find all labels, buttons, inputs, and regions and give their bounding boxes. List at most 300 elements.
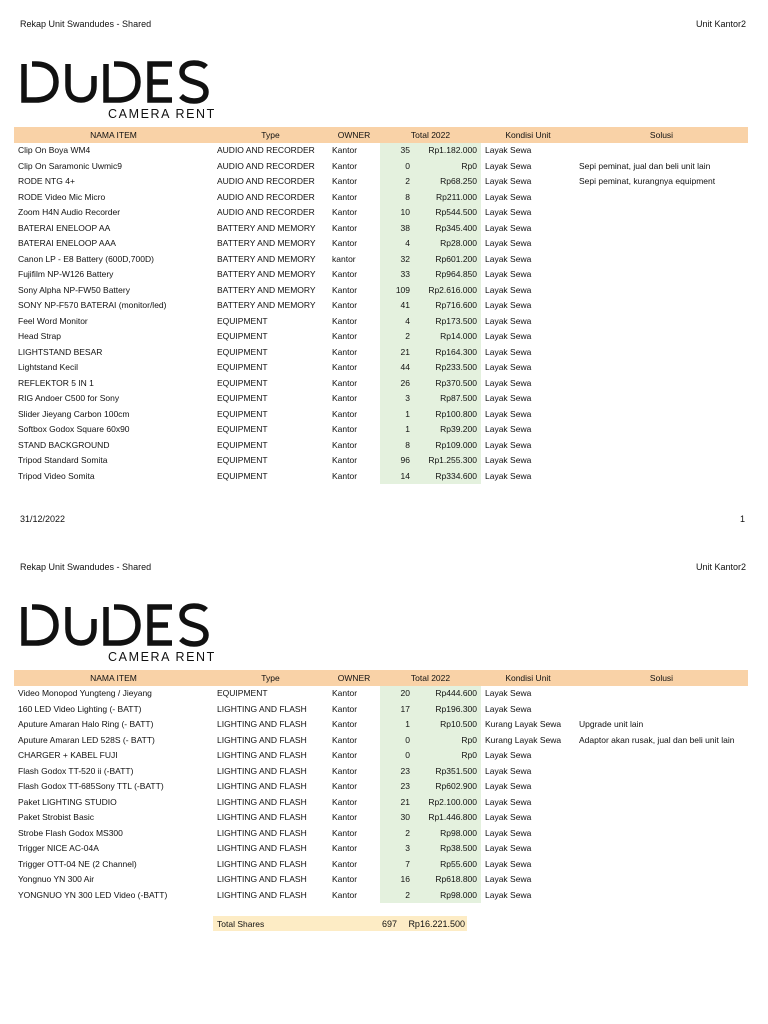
table-row <box>14 344 748 360</box>
item-solusi <box>575 887 748 903</box>
col-kondisi-unit: Kondisi Unit <box>481 670 575 686</box>
table-row <box>14 251 748 267</box>
item-qty: 17 <box>380 701 414 717</box>
item-owner: Kantor <box>332 377 358 388</box>
table-row <box>14 298 748 314</box>
item-solusi <box>575 422 748 438</box>
table-row <box>14 437 748 453</box>
col-total-2022: Total 2022 <box>380 127 481 143</box>
table-row <box>14 810 748 826</box>
table-row <box>14 406 748 422</box>
item-solusi <box>575 282 748 298</box>
item-owner: Kantor <box>332 812 358 823</box>
item-qty: 21 <box>380 344 414 360</box>
item-solusi <box>575 763 748 779</box>
item-qty: 7 <box>380 856 414 872</box>
item-owner: Kantor <box>332 284 358 295</box>
col-kondisi-unit: Kondisi Unit <box>481 127 575 143</box>
item-type: EQUIPMENT <box>217 346 268 357</box>
item-name: Trigger NICE AC-04A <box>18 843 99 854</box>
item-name: CHARGER + KABEL FUJI <box>18 750 118 761</box>
item-total: Rp601.200 <box>414 251 481 267</box>
item-kondisi: Layak Sewa <box>485 858 532 869</box>
table-row <box>14 887 748 903</box>
item-type: LIGHTING AND FLASH <box>217 750 307 761</box>
col-nama-item: NAMA ITEM <box>14 127 213 143</box>
table-row <box>14 375 748 391</box>
item-type: BATTERY AND MEMORY <box>217 222 316 233</box>
item-name: Softbox Godox Square 60x90 <box>18 424 130 435</box>
item-solusi: Adaptor akan rusak, jual dan beli unit lain <box>579 734 735 745</box>
item-name: RIG Andoer C500 for Sony <box>18 393 120 404</box>
item-qty: 14 <box>380 468 414 484</box>
col-owner: OWNER <box>328 670 380 686</box>
item-type: EQUIPMENT <box>217 362 268 373</box>
item-owner: Kantor <box>332 191 358 202</box>
item-kondisi: Kurang Layak Sewa <box>485 719 562 730</box>
item-kondisi: Layak Sewa <box>485 393 532 404</box>
item-total: Rp0 <box>414 748 481 764</box>
item-name: YONGNUO YN 300 LED Video (-BATT) <box>18 889 168 900</box>
item-kondisi: Layak Sewa <box>485 346 532 357</box>
item-type: LIGHTING AND FLASH <box>217 796 307 807</box>
item-qty: 4 <box>380 313 414 329</box>
item-name: Canon LP - E8 Battery (600D,700D) <box>18 253 154 264</box>
item-type: LIGHTING AND FLASH <box>217 719 307 730</box>
table-row <box>14 360 748 376</box>
table-header-row <box>14 670 748 686</box>
item-name: Tripod Standard Somita <box>18 455 108 466</box>
item-qty: 8 <box>380 437 414 453</box>
item-solusi <box>575 453 748 469</box>
item-kondisi: Layak Sewa <box>485 269 532 280</box>
item-qty: 8 <box>380 189 414 205</box>
item-kondisi: Layak Sewa <box>485 781 532 792</box>
item-name: Flash Godox TT-520 ii (-BATT) <box>18 765 134 776</box>
item-name: BATERAI ENELOOP AAA <box>18 238 116 249</box>
item-owner: Kantor <box>332 300 358 311</box>
report-title: Rekap Unit Swandudes - Shared <box>20 19 152 29</box>
item-type: LIGHTING AND FLASH <box>217 858 307 869</box>
item-owner: Kantor <box>332 734 358 745</box>
item-owner: Kantor <box>332 688 358 699</box>
item-type: LIGHTING AND FLASH <box>217 765 307 776</box>
item-name: Fujifilm NP-W126 Battery <box>18 269 114 280</box>
item-solusi: Upgrade unit lain <box>579 719 644 730</box>
item-type: AUDIO AND RECORDER <box>217 207 315 218</box>
item-kondisi: Layak Sewa <box>485 470 532 481</box>
table-row <box>14 422 748 438</box>
item-name: Lightstand Kecil <box>18 362 79 373</box>
item-name: SONY NP-F570 BATERAI (monitor/led) <box>18 300 167 311</box>
item-owner: Kantor <box>332 160 358 171</box>
item-name: Clip On Boya WM4 <box>18 145 91 156</box>
item-name: BATERAI ENELOOP AA <box>18 222 111 233</box>
item-type: EQUIPMENT <box>217 331 268 342</box>
item-solusi <box>575 375 748 391</box>
item-name: Paket Strobist Basic <box>18 812 95 823</box>
item-qty: 32 <box>380 251 414 267</box>
item-solusi <box>575 872 748 888</box>
report-unit: Unit Kantor2 <box>695 562 746 572</box>
item-kondisi: Layak Sewa <box>485 843 532 854</box>
item-type: LIGHTING AND FLASH <box>217 827 307 838</box>
item-owner: Kantor <box>332 765 358 776</box>
table-row <box>14 841 748 857</box>
item-solusi <box>575 251 748 267</box>
item-total: Rp2.100.000 <box>414 794 481 810</box>
table-row <box>14 313 748 329</box>
item-owner: Kantor <box>332 176 358 187</box>
item-total: Rp964.850 <box>414 267 481 283</box>
item-type: BATTERY AND MEMORY <box>217 284 316 295</box>
item-name: Trigger OTT-04 NE (2 Channel) <box>18 858 137 869</box>
item-qty: 41 <box>380 298 414 314</box>
item-name: Video Monopod Yungteng / Jieyang <box>18 688 152 699</box>
item-total: Rp38.500 <box>414 841 481 857</box>
item-total: Rp1.255.300 <box>414 453 481 469</box>
table-row <box>14 220 748 236</box>
item-owner: Kantor <box>332 858 358 869</box>
item-name: Aputure Amaran LED 528S (- BATT) <box>18 734 155 745</box>
item-solusi <box>575 236 748 252</box>
table-row <box>14 763 748 779</box>
item-name: RODE NTG 4+ <box>18 176 75 187</box>
item-name: STAND BACKGROUND <box>18 439 110 450</box>
item-owner: Kantor <box>332 750 358 761</box>
item-kondisi: Layak Sewa <box>485 796 532 807</box>
item-total: Rp444.600 <box>414 686 481 702</box>
item-solusi <box>575 220 748 236</box>
item-solusi <box>575 468 748 484</box>
item-type: EQUIPMENT <box>217 688 268 699</box>
item-owner: Kantor <box>332 145 358 156</box>
item-qty: 2 <box>380 825 414 841</box>
item-name: Aputure Amaran Halo Ring (- BATT) <box>18 719 154 730</box>
item-kondisi: Layak Sewa <box>485 424 532 435</box>
item-name: Tripod Video Somita <box>18 470 95 481</box>
table-row <box>14 189 748 205</box>
item-kondisi: Layak Sewa <box>485 362 532 373</box>
item-owner: Kantor <box>332 455 358 466</box>
report-page-2 <box>0 543 768 1024</box>
item-type: BATTERY AND MEMORY <box>217 269 316 280</box>
item-solusi <box>575 298 748 314</box>
item-solusi <box>575 205 748 221</box>
item-solusi <box>575 329 748 345</box>
table-row <box>14 174 748 190</box>
item-total: Rp233.500 <box>414 360 481 376</box>
item-qty: 0 <box>380 732 414 748</box>
report-title: Rekap Unit Swandudes - Shared <box>20 562 152 572</box>
item-type: AUDIO AND RECORDER <box>217 160 315 171</box>
item-qty: 16 <box>380 872 414 888</box>
item-owner: Kantor <box>332 703 358 714</box>
item-owner: Kantor <box>332 269 358 280</box>
item-type: EQUIPMENT <box>217 455 268 466</box>
item-type: BATTERY AND MEMORY <box>217 253 316 264</box>
item-solusi <box>575 825 748 841</box>
item-solusi <box>575 313 748 329</box>
item-solusi <box>575 841 748 857</box>
col-solusi: Solusi <box>575 127 748 143</box>
item-kondisi: Layak Sewa <box>485 176 532 187</box>
item-qty: 10 <box>380 205 414 221</box>
footer-page-number: 1 <box>739 514 745 524</box>
item-name: Feel Word Monitor <box>18 315 88 326</box>
item-qty: 1 <box>380 422 414 438</box>
logo-subtitle: CAMERA RENT <box>108 650 216 664</box>
item-total: Rp39.200 <box>414 422 481 438</box>
item-kondisi: Layak Sewa <box>485 191 532 202</box>
item-qty: 20 <box>380 686 414 702</box>
item-owner: Kantor <box>332 470 358 481</box>
item-total: Rp211.000 <box>414 189 481 205</box>
item-solusi <box>575 437 748 453</box>
item-qty: 2 <box>380 329 414 345</box>
table-row <box>14 717 748 733</box>
item-solusi <box>575 748 748 764</box>
item-owner: Kantor <box>332 719 358 730</box>
item-kondisi: Layak Sewa <box>485 222 532 233</box>
item-solusi <box>575 810 748 826</box>
item-solusi <box>575 686 748 702</box>
item-solusi <box>575 701 748 717</box>
item-solusi <box>575 344 748 360</box>
item-name: Head Strap <box>18 331 61 342</box>
item-kondisi: Layak Sewa <box>485 439 532 450</box>
report-unit: Unit Kantor2 <box>695 19 746 29</box>
item-name: Zoom H4N Audio Recorder <box>18 207 121 218</box>
item-total: Rp196.300 <box>414 701 481 717</box>
item-qty: 38 <box>380 220 414 236</box>
item-type: BATTERY AND MEMORY <box>217 300 316 311</box>
table-row <box>14 143 748 159</box>
item-name: Slider Jieyang Carbon 100cm <box>18 408 130 419</box>
item-qty: 96 <box>380 453 414 469</box>
item-total: Rp87.500 <box>414 391 481 407</box>
item-qty: 1 <box>380 406 414 422</box>
item-total: Rp109.000 <box>414 437 481 453</box>
item-qty: 2 <box>380 887 414 903</box>
item-owner: Kantor <box>332 346 358 357</box>
item-qty: 0 <box>380 158 414 174</box>
item-kondisi: Layak Sewa <box>485 827 532 838</box>
item-total: Rp716.600 <box>414 298 481 314</box>
item-kondisi: Layak Sewa <box>485 300 532 311</box>
table-row <box>14 686 748 702</box>
item-owner: Kantor <box>332 424 358 435</box>
item-type: AUDIO AND RECORDER <box>217 145 315 156</box>
item-type: LIGHTING AND FLASH <box>217 734 307 745</box>
item-qty: 0 <box>380 748 414 764</box>
item-solusi: Sepi peminat, kurangnya equipment <box>579 176 716 187</box>
item-solusi <box>575 267 748 283</box>
item-solusi <box>575 779 748 795</box>
inventory-table-page-1 <box>14 127 748 484</box>
item-solusi <box>575 360 748 376</box>
inventory-table-page-2 <box>14 670 748 903</box>
item-kondisi: Layak Sewa <box>485 160 532 171</box>
item-kondisi: Layak Sewa <box>485 703 532 714</box>
table-row <box>14 779 748 795</box>
item-total: Rp544.500 <box>414 205 481 221</box>
item-kondisi: Layak Sewa <box>485 331 532 342</box>
item-type: LIGHTING AND FLASH <box>217 812 307 823</box>
table-row <box>14 267 748 283</box>
item-qty: 4 <box>380 236 414 252</box>
item-type: AUDIO AND RECORDER <box>217 191 315 202</box>
item-qty: 44 <box>380 360 414 376</box>
item-qty: 23 <box>380 779 414 795</box>
item-owner: Kantor <box>332 331 358 342</box>
item-total: Rp68.250 <box>414 174 481 190</box>
item-name: Flash Godox TT-685Sony TTL (-BATT) <box>18 781 164 792</box>
item-kondisi: Layak Sewa <box>485 688 532 699</box>
item-type: EQUIPMENT <box>217 377 268 388</box>
item-kondisi: Layak Sewa <box>485 377 532 388</box>
item-qty: 35 <box>380 143 414 159</box>
item-type: BATTERY AND MEMORY <box>217 238 316 249</box>
item-name: Clip On Saramonic Uwmic9 <box>18 160 122 171</box>
item-total: Rp602.900 <box>414 779 481 795</box>
table-row <box>14 794 748 810</box>
item-total: Rp10.500 <box>414 717 481 733</box>
item-type: LIGHTING AND FLASH <box>217 889 307 900</box>
item-owner: Kantor <box>332 889 358 900</box>
item-owner: Kantor <box>332 827 358 838</box>
item-kondisi: Layak Sewa <box>485 874 532 885</box>
table-row <box>14 453 748 469</box>
item-total: Rp14.000 <box>414 329 481 345</box>
table-row <box>14 701 748 717</box>
item-type: EQUIPMENT <box>217 439 268 450</box>
item-owner: Kantor <box>332 315 358 326</box>
item-name: 160 LED Video Lighting (- BATT) <box>18 703 142 714</box>
table-row <box>14 468 748 484</box>
table-row <box>14 236 748 252</box>
item-type: EQUIPMENT <box>217 408 268 419</box>
col-type: Type <box>213 670 328 686</box>
item-kondisi: Layak Sewa <box>485 207 532 218</box>
item-qty: 3 <box>380 841 414 857</box>
item-owner: Kantor <box>332 393 358 404</box>
item-total: Rp618.800 <box>414 872 481 888</box>
item-qty: 30 <box>380 810 414 826</box>
item-solusi <box>575 406 748 422</box>
item-owner: Kantor <box>332 222 358 233</box>
table-row <box>14 158 748 174</box>
item-type: EQUIPMENT <box>217 424 268 435</box>
item-total: Rp334.600 <box>414 468 481 484</box>
item-total: Rp100.800 <box>414 406 481 422</box>
item-total: Rp351.500 <box>414 763 481 779</box>
item-type: AUDIO AND RECORDER <box>217 176 315 187</box>
total-shares-label: Total Shares <box>217 918 265 929</box>
item-type: LIGHTING AND FLASH <box>217 781 307 792</box>
item-name: REFLEKTOR 5 IN 1 <box>18 377 94 388</box>
item-total: Rp173.500 <box>414 313 481 329</box>
item-type: LIGHTING AND FLASH <box>217 843 307 854</box>
footer-date: 31/12/2022 <box>20 514 66 524</box>
table-row <box>14 391 748 407</box>
item-solusi <box>575 189 748 205</box>
item-owner: Kantor <box>332 439 358 450</box>
item-qty: 3 <box>380 391 414 407</box>
item-owner: Kantor <box>332 238 358 249</box>
item-solusi: Sepi peminat, jual dan beli unit lain <box>579 160 711 171</box>
item-qty: 2 <box>380 174 414 190</box>
total-shares-row <box>213 916 467 931</box>
item-owner: Kantor <box>332 408 358 419</box>
item-qty: 33 <box>380 267 414 283</box>
item-total: Rp98.000 <box>414 887 481 903</box>
item-solusi <box>575 391 748 407</box>
item-kondisi: Layak Sewa <box>485 238 532 249</box>
table-row <box>14 748 748 764</box>
item-kondisi: Layak Sewa <box>485 889 532 900</box>
item-kondisi: Layak Sewa <box>485 253 532 264</box>
total-shares-qty: 697 <box>381 918 397 929</box>
item-total: Rp1.446.800 <box>414 810 481 826</box>
item-solusi <box>575 143 748 159</box>
item-kondisi: Layak Sewa <box>485 284 532 295</box>
item-kondisi: Layak Sewa <box>485 315 532 326</box>
item-solusi <box>575 794 748 810</box>
item-total: Rp1.182.000 <box>414 143 481 159</box>
item-owner: Kantor <box>332 781 358 792</box>
item-solusi <box>575 856 748 872</box>
item-kondisi: Layak Sewa <box>485 145 532 156</box>
item-total: Rp164.300 <box>414 344 481 360</box>
item-type: EQUIPMENT <box>217 470 268 481</box>
table-row <box>14 856 748 872</box>
item-total: Rp370.500 <box>414 375 481 391</box>
item-owner: Kantor <box>332 207 358 218</box>
col-nama-item: NAMA ITEM <box>14 670 213 686</box>
table-row <box>14 282 748 298</box>
item-name: Sony Alpha NP-FW50 Battery <box>18 284 130 295</box>
item-type: LIGHTING AND FLASH <box>217 874 307 885</box>
item-name: Strobe Flash Godox MS300 <box>18 827 123 838</box>
logo-subtitle: CAMERA RENT <box>108 107 216 121</box>
item-total: Rp28.000 <box>414 236 481 252</box>
item-total: Rp0 <box>414 158 481 174</box>
item-owner: Kantor <box>332 362 358 373</box>
total-shares-value: Rp16.221.500 <box>408 918 465 929</box>
table-row <box>14 825 748 841</box>
item-qty: 21 <box>380 794 414 810</box>
item-qty: 23 <box>380 763 414 779</box>
item-type: EQUIPMENT <box>217 315 268 326</box>
table-row <box>14 329 748 345</box>
item-kondisi: Kurang Layak Sewa <box>485 734 562 745</box>
item-total: Rp55.600 <box>414 856 481 872</box>
item-type: EQUIPMENT <box>217 393 268 404</box>
item-kondisi: Layak Sewa <box>485 765 532 776</box>
col-total-2022: Total 2022 <box>380 670 481 686</box>
item-kondisi: Layak Sewa <box>485 750 532 761</box>
item-owner: kantor <box>332 253 356 264</box>
item-qty: 26 <box>380 375 414 391</box>
item-name: Paket LIGHTING STUDIO <box>18 796 117 807</box>
col-owner: OWNER <box>328 127 380 143</box>
item-total: Rp2.616.000 <box>414 282 481 298</box>
item-owner: Kantor <box>332 874 358 885</box>
item-kondisi: Layak Sewa <box>485 408 532 419</box>
item-name: RODE Video Mic Micro <box>18 191 106 202</box>
item-type: LIGHTING AND FLASH <box>217 703 307 714</box>
